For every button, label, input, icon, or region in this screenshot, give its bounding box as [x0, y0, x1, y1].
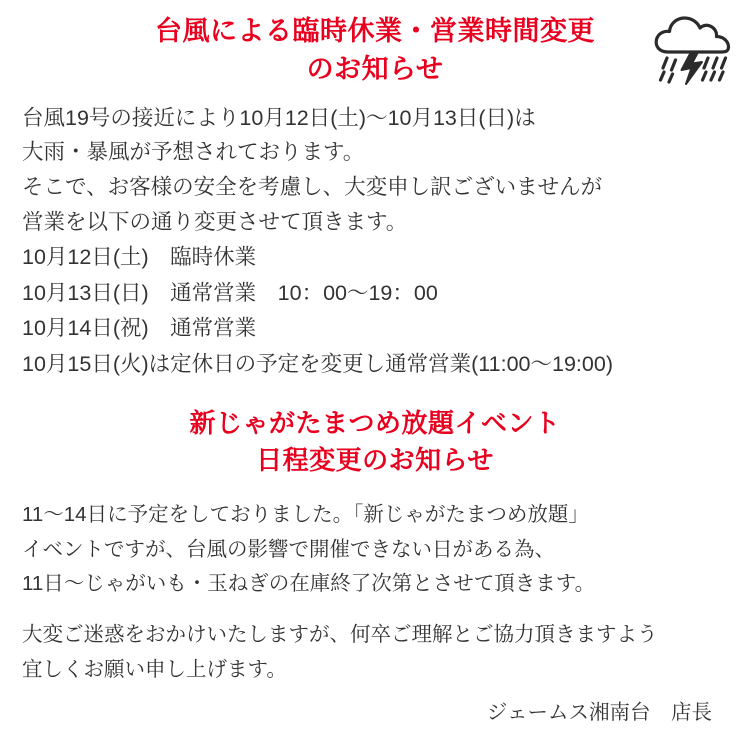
page-title-typhoon [0, 0, 750, 89]
storm-cloud-rain-lightning-icon [650, 8, 736, 88]
typhoon-body-line: 大雨・暴風が予想されております。 [22, 140, 365, 165]
event-body [0, 498, 750, 687]
page-title-event-line-2: 日程変更のお知らせ [256, 445, 494, 476]
page-title-typhoon-line-2: のお知らせ [306, 54, 444, 85]
typhoon-body-line: 営業を以下の通り変更させて頂きます。 [22, 210, 408, 235]
event-body-line: イベントですが、台風の影響で開催できない日がある為、 [22, 537, 555, 561]
typhoon-body-line: 台風19号の接近により10月12日(土)〜10月13日(日)は [22, 105, 536, 130]
typhoon-body [0, 101, 750, 240]
schedule-item: 10月12日(土) 臨時休業 [22, 244, 257, 269]
schedule-item: 10月13日(日) 通常営業 10：00〜19：00 [22, 280, 438, 305]
closing-line: 大変ご迷惑をおかけいたしますが、何卒ご理解とご協力頂きますよう [22, 623, 658, 647]
paragraph-gap [22, 601, 728, 618]
schedule-item: 10月15日(火)は定休日の予定を変更し通常営業(11:00〜19:00) [22, 352, 613, 377]
event-body-line: 11〜14日に予定をしておりました。「新じゃがたまつめ放題」 [22, 503, 589, 527]
closing-line: 宜しくお願い申し上げます。 [22, 657, 287, 681]
page-title-event-line-1: 新じゃがたまつめ放題イベント [189, 407, 561, 438]
page-title-typhoon-line-1: 台風による臨時休業・営業時間変更 [155, 16, 595, 46]
event-body-line: 11日〜じゃがいも・玉ねぎの在庫終了次第とさせて頂きます。 [22, 571, 596, 595]
page-title-event [0, 405, 750, 480]
signature: ジェームス湘南台 店長 [486, 701, 712, 725]
schedule-item: 10月14日(祝) 通常営業 [22, 316, 257, 341]
schedule-list [0, 240, 750, 383]
typhoon-body-line: そこで、お客様の安全を考慮し、大変申し訳ございませんが [22, 175, 603, 200]
